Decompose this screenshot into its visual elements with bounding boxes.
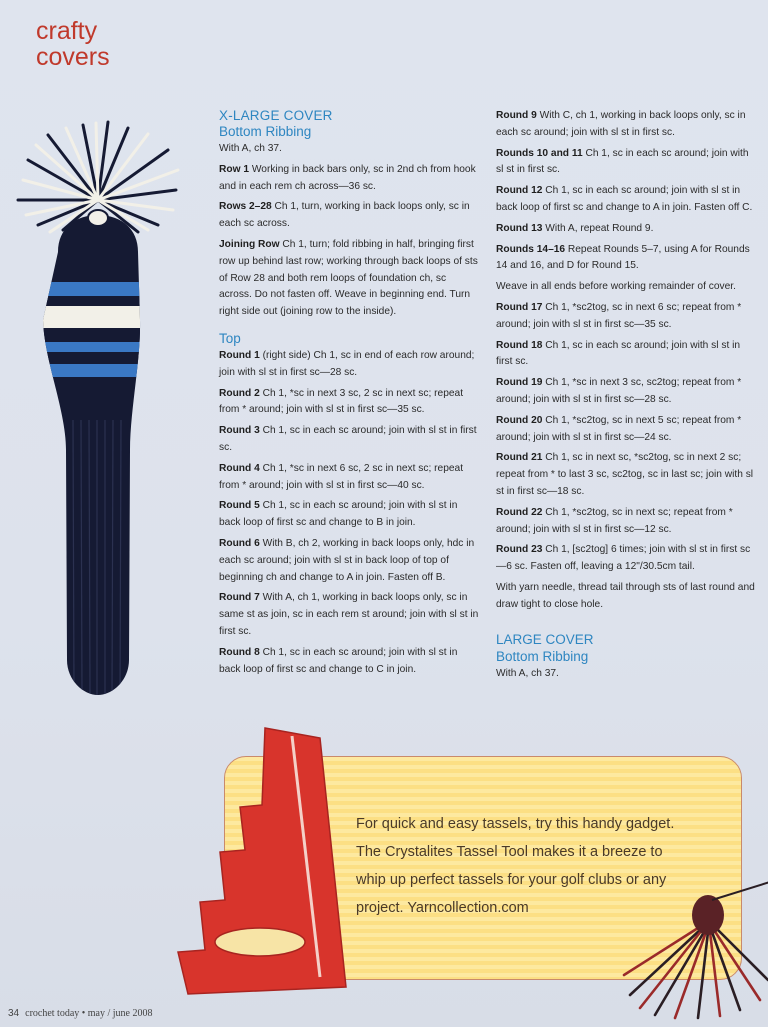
pompom bbox=[18, 122, 178, 232]
tassel-tool-icon bbox=[170, 722, 370, 1022]
round-23 bbox=[496, 542, 758, 576]
round-21 bbox=[496, 450, 758, 500]
round-19 bbox=[496, 375, 758, 409]
rounds-14-16-text: Repeat Rounds 5–7, using A for Rounds 14 and 16, and D for Round 15. bbox=[496, 243, 750, 272]
round-7-text: With A, ch 1, working in back loops only, sc in same st as join, sc in each rem st around; join with sl st in first sc. bbox=[219, 592, 479, 637]
round-9-text: With C, ch 1, working in back loops only, sc in each sc around; join with sl st in first sc. bbox=[496, 110, 746, 138]
round-18-label: Round 18 bbox=[496, 339, 543, 351]
round-9 bbox=[496, 108, 758, 142]
round-4-text: Ch 1, *sc in next 6 sc, 2 sc in next sc; repeat from * around; join with sl st in first sc—40 sc. bbox=[219, 462, 464, 491]
publication-info: crochet today • may / june 2008 bbox=[25, 1008, 153, 1019]
rows-2-28 bbox=[219, 199, 481, 233]
round-2 bbox=[219, 386, 481, 420]
round-21-label: Round 21 bbox=[496, 452, 543, 464]
round-6-text: With B, ch 2, working in back loops only, hdc in each sc around; join with sl st in back loop of top of beginning ch and change to A in join. Fasten off B. bbox=[219, 537, 475, 583]
instructions-column-1 bbox=[219, 108, 481, 682]
round-17 bbox=[496, 300, 758, 334]
round-6 bbox=[219, 536, 481, 586]
round-7 bbox=[219, 590, 481, 640]
round-17-label: Round 17 bbox=[496, 301, 543, 313]
round-1-label: Round 1 bbox=[219, 349, 260, 361]
tip-text: For quick and easy tassels, try this handy gadget. The Crystalites Tassel Tool makes it a breeze to whip up perfect tassels for your golf clubs or any project. Yarncollection.com bbox=[356, 816, 675, 916]
round-18 bbox=[496, 338, 758, 372]
round-8-label: Round 8 bbox=[219, 646, 260, 658]
rounds-10-11 bbox=[496, 146, 758, 180]
section-title-line2: covers bbox=[36, 43, 110, 71]
round-20 bbox=[496, 413, 758, 447]
round-3-label: Round 3 bbox=[219, 425, 260, 437]
round-3 bbox=[219, 423, 481, 457]
round-6-label: Round 6 bbox=[219, 537, 260, 549]
round-19-text: Ch 1, *sc in next 3 sc, sc2tog; repeat from * around; join with sl st in first sc—28 sc. bbox=[496, 377, 742, 405]
row-1-text: Working in back bars only, sc in 2nd ch from hook and in each rem ch across—36 sc. bbox=[219, 163, 476, 192]
round-20-label: Round 20 bbox=[496, 414, 543, 426]
rounds-14-16 bbox=[496, 242, 758, 276]
xl-with-a: With A, ch 37. bbox=[219, 143, 282, 154]
round-7-label: Round 7 bbox=[219, 592, 260, 604]
club-cover-illustration bbox=[8, 120, 188, 700]
round-9-label: Round 9 bbox=[496, 110, 537, 121]
round-22 bbox=[496, 505, 758, 539]
round-23-label: Round 23 bbox=[496, 544, 543, 556]
rounds-14-16-label: Rounds 14–16 bbox=[496, 243, 566, 255]
round-12-text: Ch 1, sc in each sc around; join with sl st in back loop of first sc and change to A in join. Fasten off C. bbox=[496, 185, 753, 213]
top-heading: Top bbox=[219, 330, 241, 346]
xl-bottom-ribbing-heading: Bottom Ribbing bbox=[219, 124, 312, 139]
round-22-label: Round 22 bbox=[496, 506, 543, 518]
page-number: 34 bbox=[8, 1008, 20, 1019]
joining-row-label: Joining Row bbox=[219, 238, 280, 250]
round-8 bbox=[219, 645, 481, 679]
round-18-text: Ch 1, sc in each sc around; join with sl st in first sc. bbox=[496, 339, 741, 368]
rows-2-28-label: Rows 2–28 bbox=[219, 201, 272, 213]
tassel-icon bbox=[620, 880, 768, 1020]
large-with-a: With A, ch 37. bbox=[496, 667, 559, 679]
section-title-line1: crafty bbox=[36, 17, 98, 45]
round-12 bbox=[496, 183, 758, 217]
rounds-10-11-text: Ch 1, sc in each sc around; join with sl st in first sc. bbox=[496, 147, 749, 176]
yarn-needle-note: With yarn needle, thread tail through sts of last round and draw tight to close hole. bbox=[496, 581, 755, 610]
round-1-text: (right side) Ch 1, sc in end of each row around; join with sl st in first sc—28 sc. bbox=[219, 349, 475, 378]
round-17-text: Ch 1, *sc2tog, sc in next 6 sc; repeat from * around; join with sl st in first sc—35 sc. bbox=[496, 301, 742, 330]
round-2-label: Round 2 bbox=[219, 387, 260, 399]
large-cover-heading: LARGE COVER bbox=[496, 631, 594, 647]
round-1 bbox=[219, 348, 481, 382]
row-1 bbox=[219, 162, 481, 196]
page-footer bbox=[8, 1008, 152, 1019]
section-title bbox=[36, 18, 110, 70]
round-22-text: Ch 1, *sc2tog, sc in next sc; repeat from * around; join with sl st in first sc—12 sc. bbox=[496, 506, 733, 535]
weave-note: Weave in all ends before working remainder of cover. bbox=[496, 281, 736, 293]
row-1-label: Row 1 bbox=[219, 163, 250, 175]
round-13 bbox=[496, 221, 758, 238]
round-12-label: Round 12 bbox=[496, 185, 543, 197]
round-8-text: Ch 1, sc in each sc around; join with sl st in back loop of first sc and change to C in join. bbox=[219, 646, 458, 675]
round-3-text: Ch 1, sc in each sc around; join with sl st in first sc. bbox=[219, 425, 477, 453]
instructions-column-2 bbox=[496, 108, 758, 686]
joining-row bbox=[219, 237, 481, 321]
round-23-text: Ch 1, [sc2tog] 6 times; join with sl st in first sc—6 sc. Fasten off, leaving a 12"/30.5cm tail. bbox=[496, 544, 751, 573]
round-21-text: Ch 1, sc in next sc, *sc2tog, sc in next 2 sc; repeat from * to last 3 sc, sc2tog, sc in last sc; join with sl st in first sc—18 sc. bbox=[496, 452, 754, 497]
rows-2-28-text: Ch 1, turn, working in back loops only, sc in each sc across. bbox=[219, 201, 470, 230]
round-5 bbox=[219, 498, 481, 532]
large-bottom-ribbing-heading: Bottom Ribbing bbox=[496, 648, 589, 664]
round-5-text: Ch 1, sc in each sc around; join with sl st in back loop of first sc and change to B in join. bbox=[219, 500, 458, 529]
joining-row-text: Ch 1, turn; fold ribbing in half, bringing first row up behind last row; working through back loops of sts of Row 28 and both rem loops of foundation ch, sc across. Do not fasten off. Weave in beginning end. Turn right side out (joining row to the inside). bbox=[219, 238, 478, 318]
round-19-label: Round 19 bbox=[496, 377, 543, 389]
round-4 bbox=[219, 461, 481, 495]
round-5-label: Round 5 bbox=[219, 500, 260, 512]
round-13-text: With A, repeat Round 9. bbox=[542, 222, 654, 234]
rounds-10-11-label: Rounds 10 and 11 bbox=[496, 147, 583, 159]
round-4-label: Round 4 bbox=[219, 462, 260, 474]
xl-cover-heading: X-LARGE COVER bbox=[219, 108, 333, 123]
round-2-text: Ch 1, *sc in next 3 sc, 2 sc in next sc; repeat from * around; join with sl st in first sc—35 sc. bbox=[219, 387, 464, 416]
round-20-text: Ch 1, *sc2tog, sc in next 5 sc; repeat from * around; join with sl st in first sc—24 sc. bbox=[496, 414, 742, 443]
round-13-label: Round 13 bbox=[496, 222, 543, 234]
